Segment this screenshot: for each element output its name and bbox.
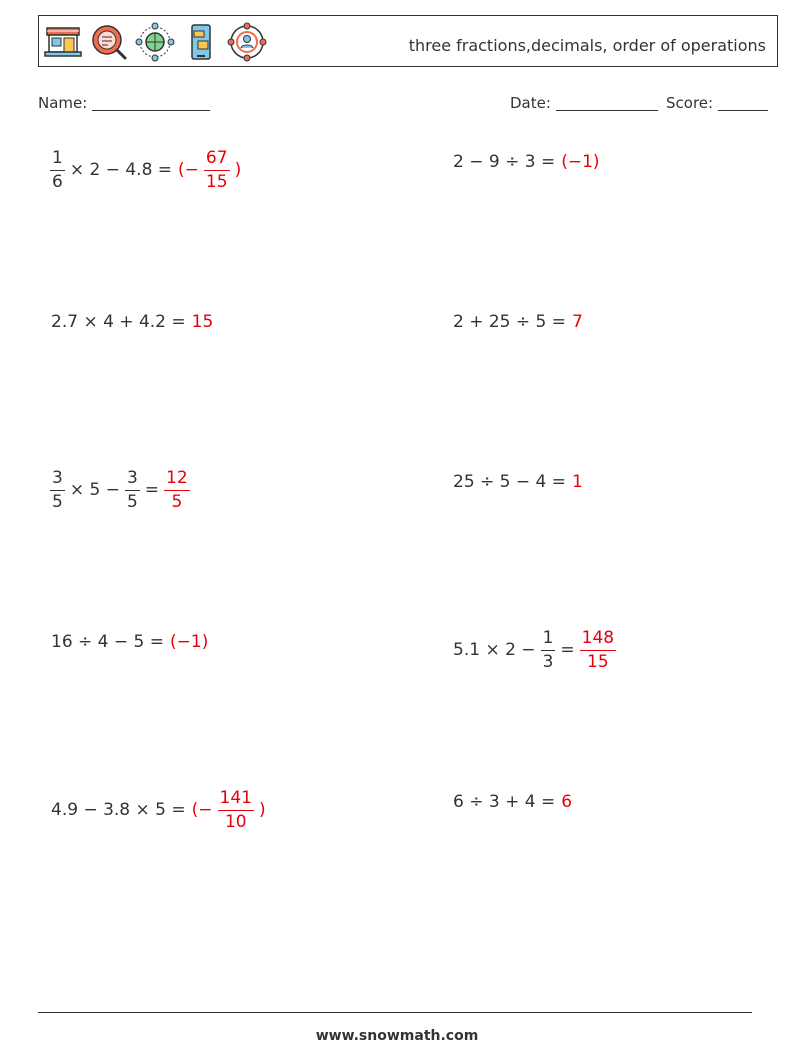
denominator: 10 xyxy=(224,811,247,832)
expr-text: 2 − 9 ÷ 3 = xyxy=(453,152,556,172)
numerator: 12 xyxy=(164,469,190,491)
expr-text: 4.9 − 3.8 × 5 = xyxy=(51,800,186,820)
mobile-phone-icon xyxy=(181,22,221,62)
expr-text: ) xyxy=(258,800,266,820)
expr-text: 2.7 × 4 + 4.2 = xyxy=(51,312,186,332)
expr-text: (−1) xyxy=(561,152,600,172)
problem-8 xyxy=(450,625,618,675)
worksheet-header xyxy=(38,15,778,67)
denominator: 15 xyxy=(205,171,228,192)
denominator: 6 xyxy=(52,171,63,192)
numerator: 1 xyxy=(541,629,556,651)
denominator: 3 xyxy=(542,651,554,672)
expr-text: 6 ÷ 3 + 4 = xyxy=(453,792,556,812)
footer-divider xyxy=(38,1012,752,1013)
denominator: 5 xyxy=(126,491,138,512)
problem-10 xyxy=(450,777,575,827)
numerator: 3 xyxy=(50,469,65,491)
expr-text: 6 xyxy=(561,792,573,812)
footer-site: www.snowmath.com xyxy=(315,1028,479,1044)
expr-text: ) xyxy=(234,160,242,180)
expr-text: (− xyxy=(191,800,213,820)
problem-5 xyxy=(48,465,192,515)
expr-text: (−1) xyxy=(170,632,209,652)
answer xyxy=(175,149,244,192)
fraction xyxy=(204,149,230,192)
name-label: Name: xyxy=(38,94,88,112)
numerator: 67 xyxy=(204,149,230,171)
expr-text: 2 + 25 ÷ 5 = xyxy=(453,312,567,332)
date-blank[interactable] xyxy=(556,94,658,111)
expr-text: 25 ÷ 5 − 4 = xyxy=(453,472,567,492)
denominator: 5 xyxy=(52,491,63,512)
denominator: 5 xyxy=(171,491,183,512)
answer xyxy=(162,469,192,512)
problem-1 xyxy=(48,145,244,195)
magnifier-icon xyxy=(89,22,129,62)
expr-text: = xyxy=(144,480,160,500)
expr-text: × 2 − 4.8 = xyxy=(69,160,173,180)
expr-text: = xyxy=(560,640,575,660)
score-label: Score: xyxy=(666,94,714,112)
answer xyxy=(167,632,211,652)
problem-9 xyxy=(48,785,269,835)
numerator: 3 xyxy=(125,469,140,491)
network-globe-icon xyxy=(135,22,175,62)
expr-text: 16 ÷ 4 − 5 = xyxy=(51,632,165,652)
numerator: 148 xyxy=(580,629,616,651)
fraction xyxy=(50,469,65,512)
fraction xyxy=(541,629,556,672)
problem-7 xyxy=(48,617,211,667)
fraction xyxy=(125,469,140,512)
answer xyxy=(578,629,618,672)
expr-text: 5.1 × 2 − xyxy=(453,640,536,660)
shop-icon xyxy=(43,22,83,62)
answer xyxy=(189,312,217,332)
answer xyxy=(569,312,586,332)
fraction xyxy=(164,469,190,512)
numerator: 141 xyxy=(218,789,254,811)
problem-6 xyxy=(450,457,586,507)
problem-2 xyxy=(450,137,603,187)
answer xyxy=(569,472,586,492)
user-circle-icon xyxy=(227,22,267,62)
name-blank[interactable] xyxy=(92,94,210,111)
expr-text: 1 xyxy=(572,472,583,492)
worksheet-title: three fractions,decimals, order of operations xyxy=(408,36,766,55)
fraction xyxy=(218,789,254,832)
answer xyxy=(558,792,575,812)
expr-text: 15 xyxy=(191,312,214,332)
date-label: Date: xyxy=(510,94,551,112)
score-field xyxy=(666,94,768,112)
answer xyxy=(558,152,602,172)
expr-text: 7 xyxy=(572,312,583,332)
fraction xyxy=(580,629,616,672)
name-field xyxy=(38,94,210,112)
expr-text: × 5 − xyxy=(69,480,120,500)
numerator: 1 xyxy=(50,149,65,171)
problem-3 xyxy=(48,297,216,347)
fraction xyxy=(50,149,65,192)
denominator: 15 xyxy=(587,651,609,672)
score-blank[interactable] xyxy=(718,94,768,111)
date-field xyxy=(510,94,658,112)
expr-text: (− xyxy=(178,160,199,180)
answer xyxy=(189,789,269,832)
problem-4 xyxy=(450,297,586,347)
